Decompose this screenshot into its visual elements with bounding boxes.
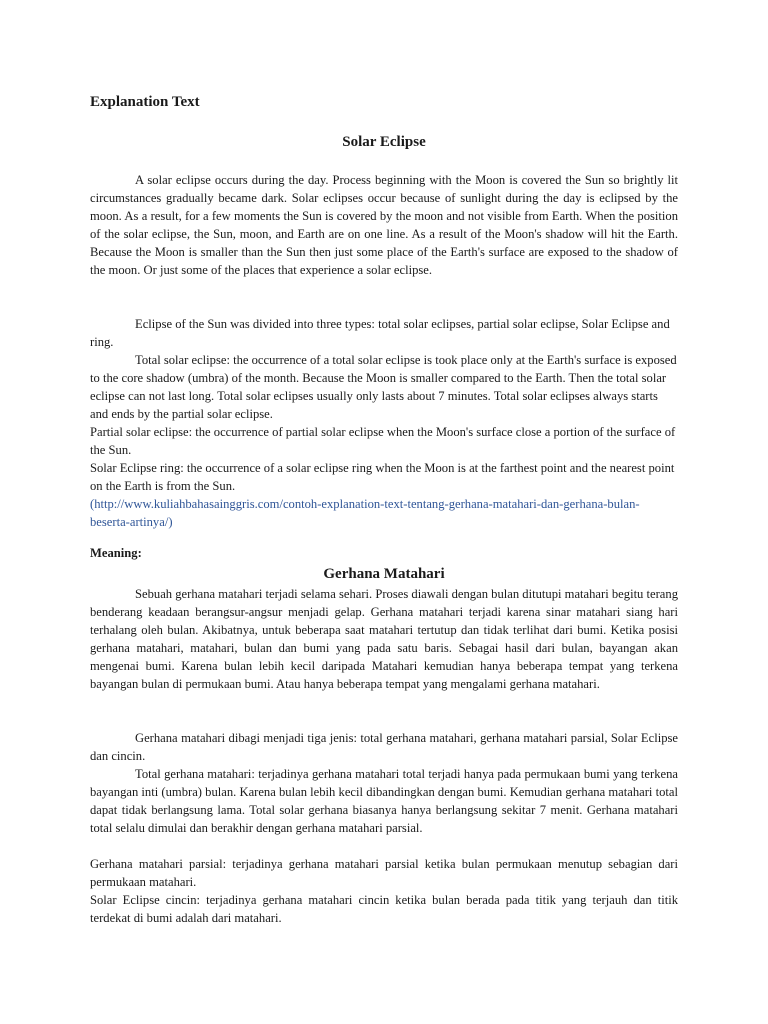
document-heading: Explanation Text — [90, 94, 200, 110]
english-paragraph-5: Solar Eclipse ring: the occurrence of a solar eclipse ring when the Moon is at the farthest point and the nearest point on the Earth is from the Sun. — [90, 461, 675, 493]
english-paragraph-3: Total solar eclipse: the occurrence of a total solar eclipse is took place only at the Earth's surface is exposed to the core shadow (umbra) of the month. Because the Moon is smaller compared to the Earth. Then the total solar eclipse can not last long. Total solar eclipses usually only lasts about 7 minutes. Total solar eclipses always starts and ends by the partial solar eclipse. — [90, 353, 677, 421]
indonesian-paragraph-3: Total gerhana matahari: terjadinya gerhana matahari total terjadi hanya pada permukaan bumi yang terkena bayangan inti (umbra) bulan. Karena bulan lebih kecil dibandingkan dengan bumi. Kemudian gerhana matahari total dapat tidak berlangsung lama. Total solar gerhana biasanya hanya berlangsung sekitar 7 menit. Gerhana matahari total selalu dimulai dan berakhir dengan gerhana matahari parsial. — [90, 767, 678, 835]
english-paragraph-1: A solar eclipse occurs during the day. Process beginning with the Moon is covered the Sun so brightly lit circumstances gradually became dark. Solar eclipses occur because of sunlight during the day is eclipsed by the moon. As a result, for a few moments the Sun is covered by the moon and not visible from Earth. When the position of the solar eclipse, the Sun, moon, and Earth are on one line. As a result of the Moon's shadow will hit the Earth. Because the Moon is smaller than the Sun then just some place of the Earth's surface are exposed to the shadow of the moon. Or just some of the places that experience a solar eclipse. — [90, 173, 678, 277]
english-paragraph-2: Eclipse of the Sun was divided into three types: total solar eclipses, partial solar eclipse, Solar Eclipse and ring. — [90, 317, 670, 349]
source-link[interactable]: (http://www.kuliahbahasainggris.com/contoh-explanation-text-tentang-gerhana-matahari-dan-gerhana-bulan-beserta-artinya/) — [90, 497, 640, 529]
english-paragraph-4: Partial solar eclipse: the occurrence of partial solar eclipse when the Moon's surface close a portion of the surface of the Sun. — [90, 425, 676, 457]
indonesian-paragraph-4: Gerhana matahari parsial: terjadinya gerhana matahari parsial ketika bulan permukaan menutup sebagian dari permukaan matahari. — [90, 857, 678, 889]
indonesian-title: Gerhana Matahari — [323, 566, 445, 582]
english-title: Solar Eclipse — [342, 134, 426, 150]
meaning-label: Meaning: — [90, 546, 142, 560]
indonesian-paragraph-1: Sebuah gerhana matahari terjadi selama sehari. Proses diawali dengan bulan ditutupi matahari begitu terang benderang keadaan berangsur-angsur menjadi gelap. Gerhana matahari terjadi karena sinar matahari siang hari terhalang oleh bulan. Akibatnya, untuk beberapa saat matahari tertutup dan tidak terlihat dari bumi. Ketika posisi gerhana matahari, matahari, bulan dan bumi yang pada satu baris. Sebagai hasil dari bulan, bayangan akan mengenai bumi. Karena bulan lebih kecil daripada Matahari kemudian hanya beberapa tempat yang terkena bayangan bulan di permukaan bumi. Atau hanya beberapa tempat yang mengalami gerhana matahari. — [90, 587, 678, 691]
indonesian-paragraph-2: Gerhana matahari dibagi menjadi tiga jenis: total gerhana matahari, gerhana matahari parsial, Solar Eclipse dan cincin. — [90, 731, 678, 763]
indonesian-paragraph-5: Solar Eclipse cincin: terjadinya gerhana matahari cincin ketika bulan berada pada titik yang terjauh dan titik terdekat di bumi adalah dari matahari. — [90, 893, 678, 925]
